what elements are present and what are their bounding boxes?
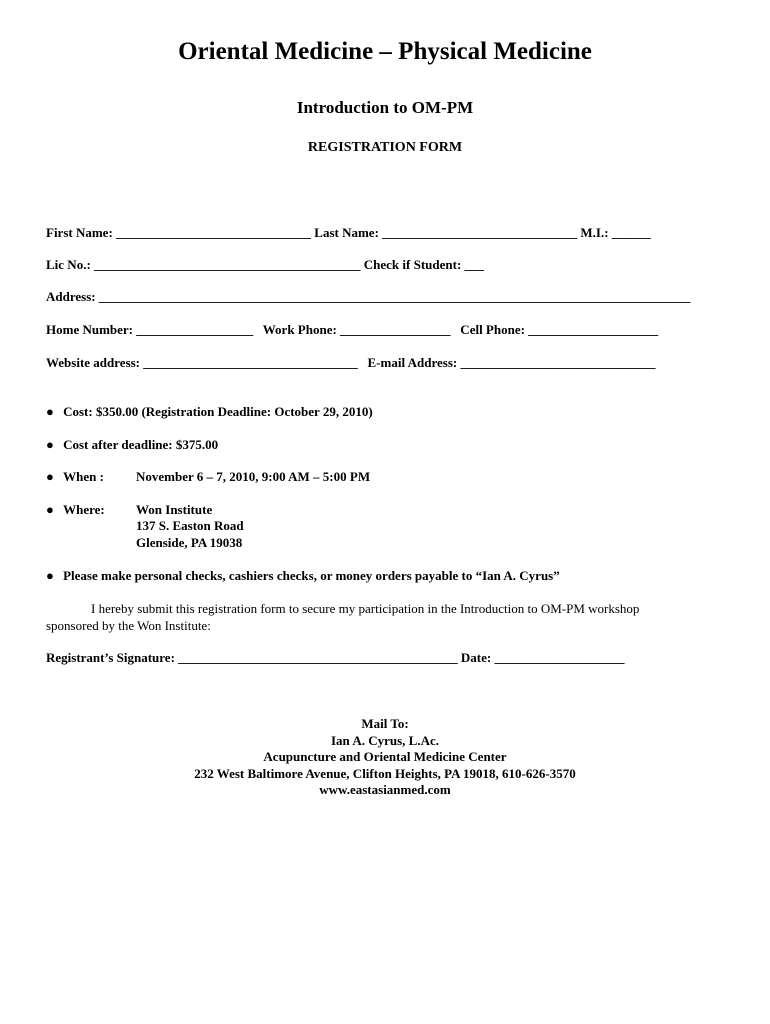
payable-bullet bbox=[46, 568, 560, 584]
name-fields-line: First Name: ______________________________ Last Name: ______________________________ M.I.: ______ bbox=[46, 225, 651, 240]
license-fields-line: Lic No.: _________________________________________ Check if Student: ___ bbox=[46, 257, 485, 272]
where-line-3: Glenside, PA 19038 bbox=[136, 535, 243, 550]
where-label: Where: bbox=[63, 502, 105, 517]
bullet-icon: ● bbox=[46, 568, 54, 583]
cost-text: Cost: $350.00 (Registration Deadline: October 29, 2010) bbox=[63, 404, 373, 419]
address-field-line: Address: ___________________________________________________________________________________________ bbox=[46, 289, 691, 304]
web-email-fields-line: Website address: _________________________________ E-mail Address: ______________________________ bbox=[46, 355, 656, 370]
when-bullet bbox=[46, 469, 104, 485]
where-bullet bbox=[46, 502, 105, 518]
statement-line-1: I hereby submit this registration form to secure my participation in the Introduction to OM-PM workshop bbox=[91, 601, 640, 616]
signature-line: Registrant’s Signature: ___________________________________________ Date: ____________________ bbox=[46, 650, 625, 665]
bullet-icon: ● bbox=[46, 469, 54, 484]
page-title: Oriental Medicine – Physical Medicine bbox=[178, 38, 592, 65]
statement-line-2: sponsored by the Won Institute: bbox=[46, 618, 211, 633]
mail-heading: Mail To: bbox=[361, 716, 409, 731]
bullet-icon: ● bbox=[46, 437, 54, 452]
mail-org: Acupuncture and Oriental Medicine Center bbox=[263, 749, 507, 764]
mail-website: www.eastasianmed.com bbox=[319, 782, 451, 797]
form-title: REGISTRATION FORM bbox=[307, 140, 463, 155]
bullet-icon: ● bbox=[46, 502, 54, 517]
where-line-1: Won Institute bbox=[136, 502, 213, 517]
mail-address: 232 West Baltimore Avenue, Clifton Heights, PA 19018, 610-626-3570 bbox=[194, 766, 576, 781]
phone-fields-line: Home Number: __________________ Work Phone: _________________ Cell Phone: ____________________ bbox=[46, 322, 659, 337]
when-label: When : bbox=[63, 469, 104, 484]
statement-paragraph bbox=[46, 600, 686, 634]
bullet-icon: ● bbox=[46, 404, 54, 419]
where-line-2: 137 S. Easton Road bbox=[136, 518, 244, 533]
payable-text: Please make personal checks, cashiers checks, or money orders payable to “Ian A. Cyrus” bbox=[63, 568, 560, 583]
mail-name: Ian A. Cyrus, L.Ac. bbox=[331, 733, 439, 748]
page-subtitle: Introduction to OM-PM bbox=[296, 98, 474, 117]
cost-after-bullet bbox=[46, 437, 218, 453]
when-value: November 6 – 7, 2010, 9:00 AM – 5:00 PM bbox=[136, 469, 371, 484]
cost-bullet bbox=[46, 404, 373, 420]
cost-after-text: Cost after deadline: $375.00 bbox=[63, 437, 219, 452]
